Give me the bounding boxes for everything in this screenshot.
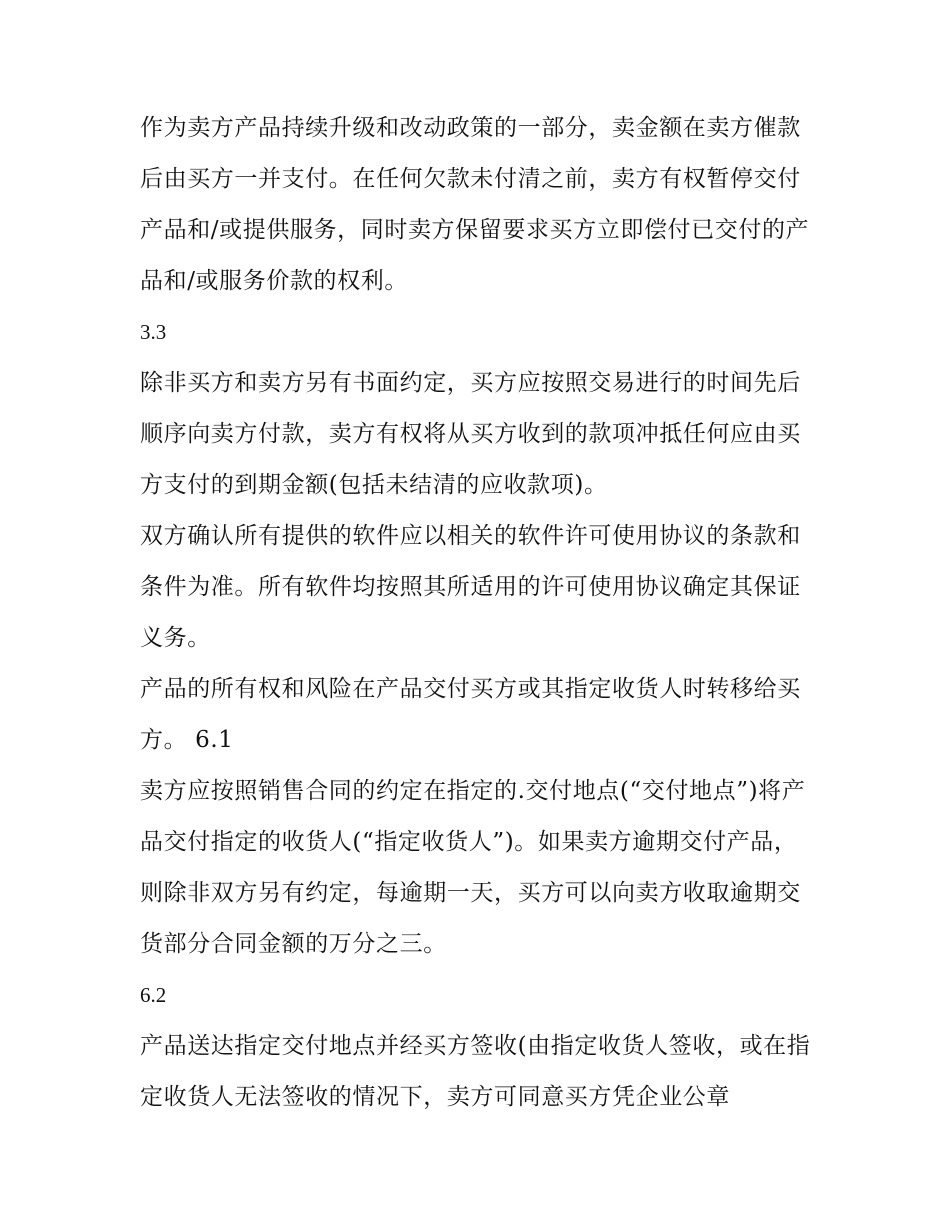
paragraph-delivery: 卖方应按照销售合同的约定在指定的.交付地点(“交付地点”)将产品交付指定的收货人(“指定收货人”)。如果卖方逾期交付产品，则除非双方另有约定，每逾期一天，买方可以向卖方收取逾期交货部分合同金额的万分之三。 [140, 778, 806, 957]
paragraph-software-license: 双方确认所有提供的软件应以相关的软件许可使用协议的条款和条件为准。所有软件均按照其所适用的许可使用协议确定其保证义务。 [140, 523, 801, 651]
paragraph-acceptance: 产品送达指定交付地点并经买方签收(由指定收货人签收，或在指定收货人无法签收的情况下，卖方可同意买方凭企业公章 [140, 1033, 811, 1110]
paragraph-ownership-risk: 产品的所有权和风险在产品交付买方或其指定收货人时转移给买方。 6.1 [140, 676, 801, 753]
paragraph-payment-order: 除非买方和卖方另有书面约定，买方应按照交易进行的时间先后顺序向卖方付款，卖方有权将从买方收到的款项冲抵任何应由买方支付的到期金额(包括未结清的应收款项)。 [140, 370, 801, 498]
section-number-3-3: 3.3 [140, 320, 167, 344]
document-body [140, 103, 820, 1123]
paragraph-payment-upgrade: 作为卖方产品持续升级和改动政策的一部分，卖金额在卖方催款后由买方一并支付。在任何欠款未付清之前，卖方有权暂停交付产品和/或提供服务，同时卖方保留要求买方立即偿付已交付的产品和/或服务价款的权利。 [140, 115, 810, 294]
section-number-6-2: 6.2 [140, 983, 167, 1007]
